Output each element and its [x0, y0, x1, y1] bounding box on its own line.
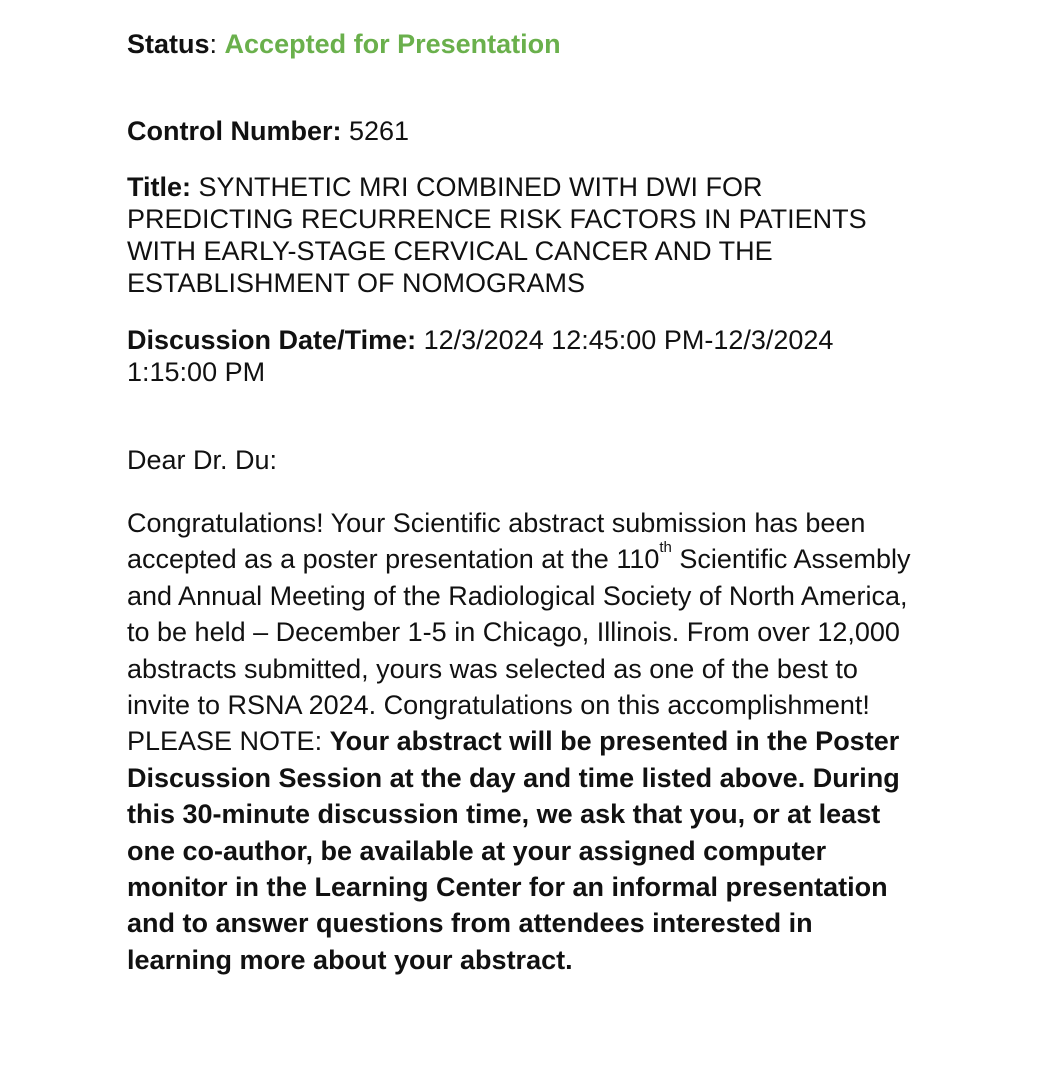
body-part-1: Congratulations! Your Scientific abstract submission has been accepted as a poster presentation at the 110 [127, 508, 866, 575]
status-separator: : [209, 29, 225, 59]
title-label: Title: [127, 172, 192, 202]
ordinal-superscript: th [659, 539, 672, 557]
status-line [127, 26, 1051, 62]
control-number-label: Control Number: [127, 116, 342, 146]
salutation: Dear Dr. Du: [127, 445, 278, 475]
status-value: Accepted for Presentation [224, 29, 561, 59]
discussion-datetime-block [127, 324, 927, 388]
discussion-value: 12/3/2024 12:45:00 PM-12/3/2024 1:15:00 PM [127, 325, 834, 387]
discussion-label: Discussion Date/Time: [127, 325, 417, 355]
control-number-line [127, 113, 1051, 149]
body-part-2: Scientific Assembly and Annual Meeting of the Radiological Society of North America, to be held – December 1-5 in Chicago, Illinois. From over 12,000 abstracts submitted, yours was selected as one of the best to invite to RSNA 2024. Congratulations on this accomplishment! PLEASE NOTE: [127, 544, 911, 757]
title-block [127, 171, 927, 299]
message-body [127, 505, 917, 978]
title-value: SYNTHETIC MRI COMBINED WITH DWI FOR PREDICTING RECURRENCE RISK FACTORS IN PATIENTS WITH EARLY-STAGE CERVICAL CANCER AND THE ESTABLISHMENT OF NOMOGRAMS [127, 172, 867, 298]
body-bold-note: Your abstract will be presented in the Poster Discussion Session at the day and time listed above. During this 30-minute discussion time, we ask that you, or at least one co-author, be available at your assigned computer monitor in the Learning Center for an informal presentation and to answer questions from attendees interested in learning more about your abstract. [127, 726, 900, 975]
control-number-value: 5261 [349, 116, 410, 146]
status-label: Status [127, 29, 210, 59]
